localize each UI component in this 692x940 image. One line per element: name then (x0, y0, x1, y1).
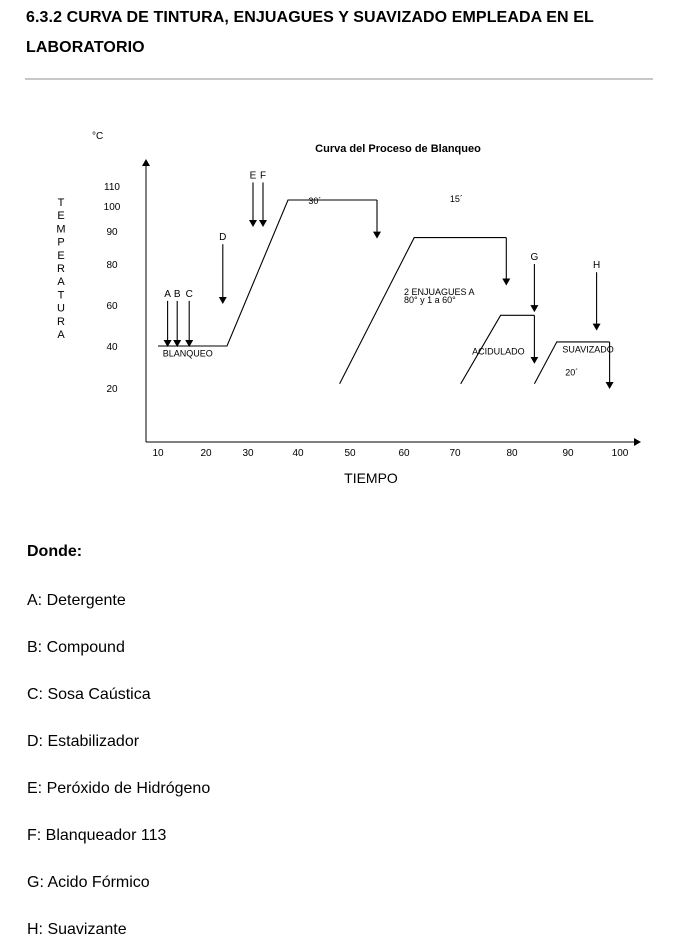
addition-label-g: G (530, 252, 539, 263)
addition-label-a: A (164, 288, 171, 300)
chart-annotation: 80° y 1 a 60° (404, 294, 456, 305)
addition-label-h: H (592, 260, 601, 272)
x-tick-label: 70 (449, 448, 461, 459)
x-tick-label: 60 (398, 448, 410, 459)
addition-label-b: B (173, 288, 181, 300)
curve-segment-2 (340, 238, 507, 384)
y-axis-label-letter: P (57, 236, 65, 249)
legend-item: B: Compound (27, 639, 125, 656)
chart-annotation: BLANQUEO (162, 348, 213, 359)
legend-title: Donde: (27, 543, 83, 560)
addition-label-c: C (185, 288, 193, 300)
chart-annotation: 20´ (565, 367, 579, 378)
y-axis-label-letter: A (57, 329, 65, 341)
chart-annotation: SUAVIZADO (562, 344, 614, 355)
y-unit-label: °C (92, 131, 104, 142)
x-tick-label: 50 (344, 448, 356, 459)
y-tick-label: 40 (106, 342, 118, 353)
x-tick-label: 90 (562, 448, 574, 459)
x-tick-label: 10 (152, 448, 164, 459)
curve-segment-1 (158, 200, 377, 346)
x-axis-label: TIEMPO (344, 470, 398, 486)
chart-annotation: 15´ (449, 194, 463, 204)
addition-label-d: D (219, 232, 227, 244)
y-axis-label-letter: R (57, 263, 65, 275)
y-axis-label-letter: U (57, 302, 65, 315)
y-axis-label-letter: T (57, 197, 65, 209)
y-axis-label-letter: R (57, 315, 65, 328)
y-axis-label-letter: T (57, 289, 65, 302)
y-axis-label-letter: E (57, 210, 65, 223)
legend-item: D: Estabilizador (27, 733, 140, 750)
y-axis-label-letter: E (57, 249, 65, 262)
x-tick-label: 20 (200, 448, 212, 459)
addition-label-f: F (259, 170, 267, 182)
y-tick-label: 90 (106, 227, 118, 238)
x-tick-label: 100 (611, 448, 629, 459)
x-tick-label: 30 (242, 448, 254, 459)
chart-title: Curva del Proceso de Blanqueo (315, 143, 481, 155)
y-tick-label: 80 (106, 260, 118, 271)
chart-annotation: 2 ENJUAGUES A (404, 286, 475, 297)
y-tick-label: 100 (103, 202, 121, 213)
y-axis-label-letter: M (56, 223, 66, 236)
chart-annotation: ACIDULADO (472, 346, 525, 357)
chart-annotation: 30´ (308, 196, 322, 206)
legend-item: H: Suavizante (27, 921, 127, 938)
legend-item: F: Blanqueador 113 (27, 827, 167, 844)
y-axis-label-letter: A (57, 276, 65, 289)
x-tick-label: 80 (506, 448, 518, 459)
y-axis-label (56, 197, 65, 341)
y-tick-label: 20 (106, 384, 118, 395)
legend-item: E: Peróxido de Hidrógeno (27, 780, 211, 797)
x-tick-label: 40 (292, 448, 304, 459)
addition-label-e: E (249, 170, 257, 182)
legend-item: C: Sosa Caústica (27, 686, 151, 703)
section-heading: 6.3.2 CURVA DE TINTURA, ENJUAGUES Y SUAVIZADO EMPLEADA EN EL LABORATORIO (26, 9, 594, 56)
y-tick-label: 110 (104, 182, 120, 193)
legend-item: G: Acido Fórmico (27, 874, 150, 891)
legend-item: A: Detergente (27, 592, 126, 609)
y-tick-label: 60 (106, 301, 118, 312)
